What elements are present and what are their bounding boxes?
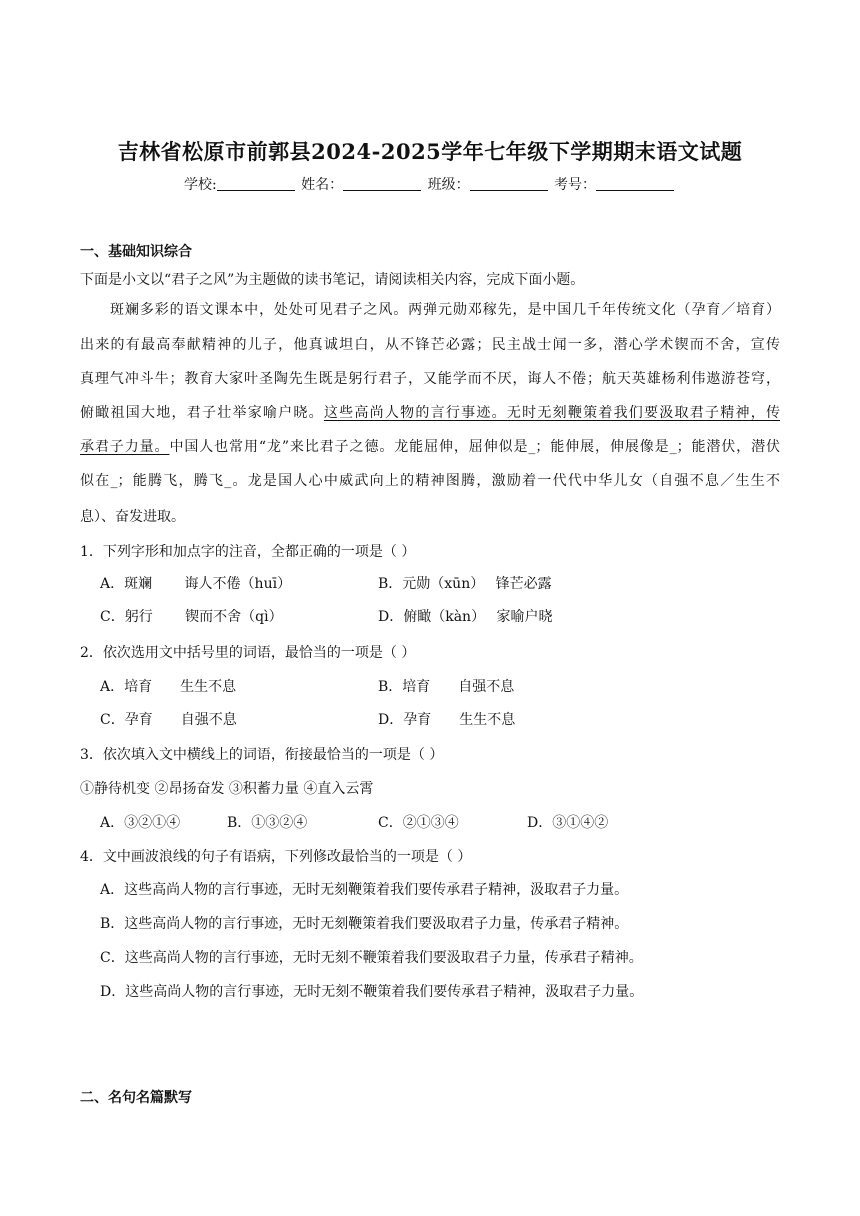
passage-line-4-plain: 俯瞰祖国大地，君子壮举家喻户晓。 xyxy=(80,405,324,421)
passage-line-5 xyxy=(80,436,780,456)
passage-line-3: 真理气冲斗牛；教育大家叶圣陶先生既是躬行君子，又能学而不厌，诲人不倦；航天英雄杨利伟遨游苍穹， xyxy=(80,371,780,387)
q3-stem: 3．依次填入文中横线上的词语，衔接最恰当的一项是（ ） xyxy=(80,747,444,763)
id-label: 考号： xyxy=(554,177,597,193)
q4-option-a[interactable]: A．这些高尚人物的言行事迹，无时无刻鞭策着我们要传承君子精神，汲取君子力量。 xyxy=(100,882,629,898)
q1-option-b[interactable]: B．元勋（xūn） 锋芒必露 xyxy=(378,576,552,592)
passage-line-1: 斑斓多彩的语文课本中，处处可见君子之风。两弹元勋邓稼先，是中国几千年传统文化（孕育／培育） xyxy=(110,302,780,318)
q1-stem: 1．下列字形和加点字的注音，全都正确的一项是（ ） xyxy=(80,544,416,560)
q3-option-a[interactable]: A．③②①④ xyxy=(100,815,181,831)
q3-option-d[interactable]: D．③①④② xyxy=(527,815,609,831)
q2-stem: 2．依次选用文中括号里的词语，最恰当的一项是（ ） xyxy=(80,645,416,661)
q2-option-b[interactable]: B．培育 自强不息 xyxy=(378,679,515,695)
q4-option-b[interactable]: B．这些高尚人物的言行事迹，无时无刻鞭策着我们要汲取君子力量，传承君子精神。 xyxy=(100,916,629,932)
class-blank xyxy=(470,176,548,191)
q3-option-c[interactable]: C．②①③④ xyxy=(378,815,459,831)
passage-line-6: 似在_；能腾飞，腾飞_。龙是国人心中威武向上的精神图腾，激励着一代代中华儿女（自强不息／生生不 xyxy=(80,473,780,489)
passage-line-5-plain: 中国人也常用“龙”来比君子之德。龙能屈伸，屈伸似是_；能伸展，伸展像是_；能潜伏，潜伏 xyxy=(169,439,780,455)
q4-option-d[interactable]: D．这些高尚人物的言行事迹，无时无刻不鞭策着我们要传承君子精神，汲取君子力量。 xyxy=(100,984,644,1000)
passage-wavy-sentence-2: 承君子力量。 xyxy=(80,439,170,455)
q4-option-c[interactable]: C．这些高尚人物的言行事迹，无时无刻不鞭策着我们要汲取君子力量，传承君子精神。 xyxy=(100,950,643,966)
school-blank xyxy=(217,176,295,191)
name-blank xyxy=(343,176,421,191)
school-label: 学校: xyxy=(183,177,217,193)
id-blank xyxy=(596,176,674,191)
q2-option-c[interactable]: C．孕育 自强不息 xyxy=(100,712,237,728)
passage-line-4 xyxy=(80,402,780,422)
q1-option-c[interactable]: C．躬行 锲而不舍（qì） xyxy=(100,609,283,625)
name-label: 姓名： xyxy=(301,177,344,193)
student-info-line xyxy=(0,174,860,194)
exam-title: 吉林省松原市前郭县2024-2025学年七年级下学期期末语文试题 xyxy=(117,139,743,164)
q1-option-a[interactable]: A．斑斓 诲人不倦（huī） xyxy=(100,576,292,592)
q2-option-a[interactable]: A．培育 生生不息 xyxy=(100,679,237,695)
passage-line-7: 息）、奋发进取。 xyxy=(80,509,185,525)
q4-stem: 4．文中画波浪线的句子有语病，下列修改最恰当的一项是（ ） xyxy=(80,849,472,865)
section1-heading: 一、基础知识综合 xyxy=(80,244,192,260)
passage-wavy-sentence-1: 这些高尚人物的言行事迹。无时无刻鞭策着我们要汲取君子精神，传 xyxy=(323,405,781,421)
class-label: 班级： xyxy=(427,177,470,193)
q3-option-b[interactable]: B．①③②④ xyxy=(227,815,308,831)
q3-choices: ①静待机变 ②昂扬奋发 ③积蓄力量 ④直入云霄 xyxy=(80,781,374,797)
section2-heading: 二、名句名篇默写 xyxy=(80,1090,192,1106)
q2-option-d[interactable]: D．孕育 生生不息 xyxy=(378,712,516,728)
section1-intro: 下面是小文以“君子之风”为主题做的读书笔记，请阅读相关内容，完成下面小题。 xyxy=(80,272,585,288)
q1-option-d[interactable]: D．俯瞰（kàn） 家喻户晓 xyxy=(378,609,553,625)
passage-line-2: 出来的有最高奉献精神的儿子，他真诚坦白，从不锋芒必露；民主战士闻一多，潜心学术锲而不舍，宣传 xyxy=(80,337,780,353)
